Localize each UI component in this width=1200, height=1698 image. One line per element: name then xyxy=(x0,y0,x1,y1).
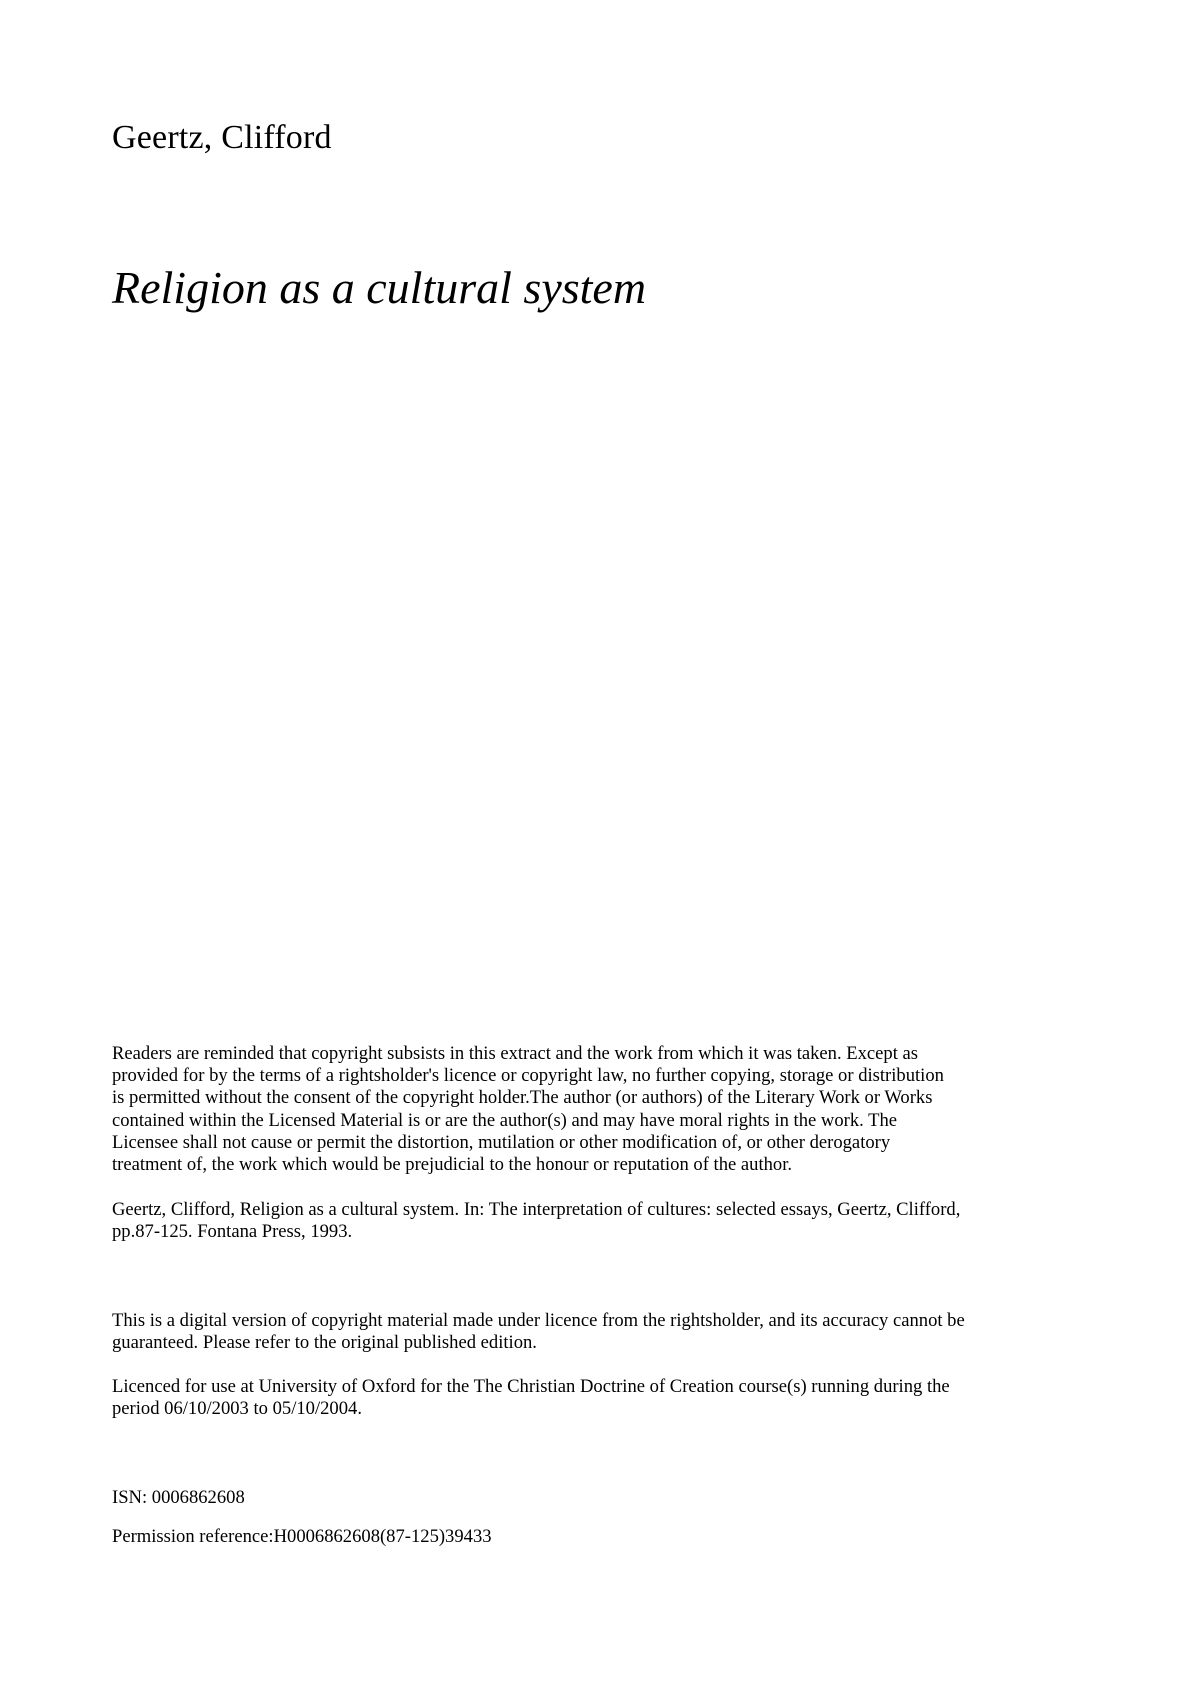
document-title: Religion as a cultural system xyxy=(112,262,647,313)
digital-line: This is a digital version of copyright material made under licence from the rightsholder, and its accuracy cannot be xyxy=(112,1310,965,1331)
digital-version-notice xyxy=(112,1310,1072,1354)
isn-number: ISN: 0006862608 xyxy=(112,1487,245,1508)
copyright-line: treatment of, the work which would be prejudicial to the honour or reputation of the author. xyxy=(112,1154,793,1176)
citation-line: Geertz, Clifford, Religion as a cultural system. In: The interpretation of cultures: selected essays, Geertz, Clifford, xyxy=(112,1199,961,1220)
copyright-line: provided for by the terms of a rightsholder's licence or copyright law, no further copying, storage or distribution xyxy=(112,1065,944,1087)
copyright-line: Licensee shall not cause or permit the distortion, mutilation or other modification of, or other derogatory xyxy=(112,1131,891,1153)
permission-reference: Permission reference:H0006862608(87-125)39433 xyxy=(112,1526,492,1547)
digital-line: guaranteed. Please refer to the original published edition. xyxy=(112,1332,537,1354)
citation-line: pp.87-125. Fontana Press, 1993. xyxy=(112,1221,353,1243)
copyright-line: is permitted without the consent of the copyright holder.The author (or authors) of the Literary Work or Works xyxy=(112,1087,933,1109)
licence-line: period 06/10/2003 to 05/10/2004. xyxy=(112,1398,362,1420)
author-name: Geertz, Clifford xyxy=(112,119,332,156)
licence-line: Licenced for use at University of Oxford for the The Christian Doctrine of Creation course(s) running during the xyxy=(112,1376,950,1397)
copyright-notice xyxy=(112,1043,1052,1176)
copyright-line: contained within the Licensed Material is or are the author(s) and may have moral rights in the work. The xyxy=(112,1109,897,1131)
copyright-line: Readers are reminded that copyright subsists in this extract and the work from which it was taken. Except as xyxy=(112,1043,919,1064)
licence-notice xyxy=(112,1376,1072,1420)
citation xyxy=(112,1199,1072,1243)
